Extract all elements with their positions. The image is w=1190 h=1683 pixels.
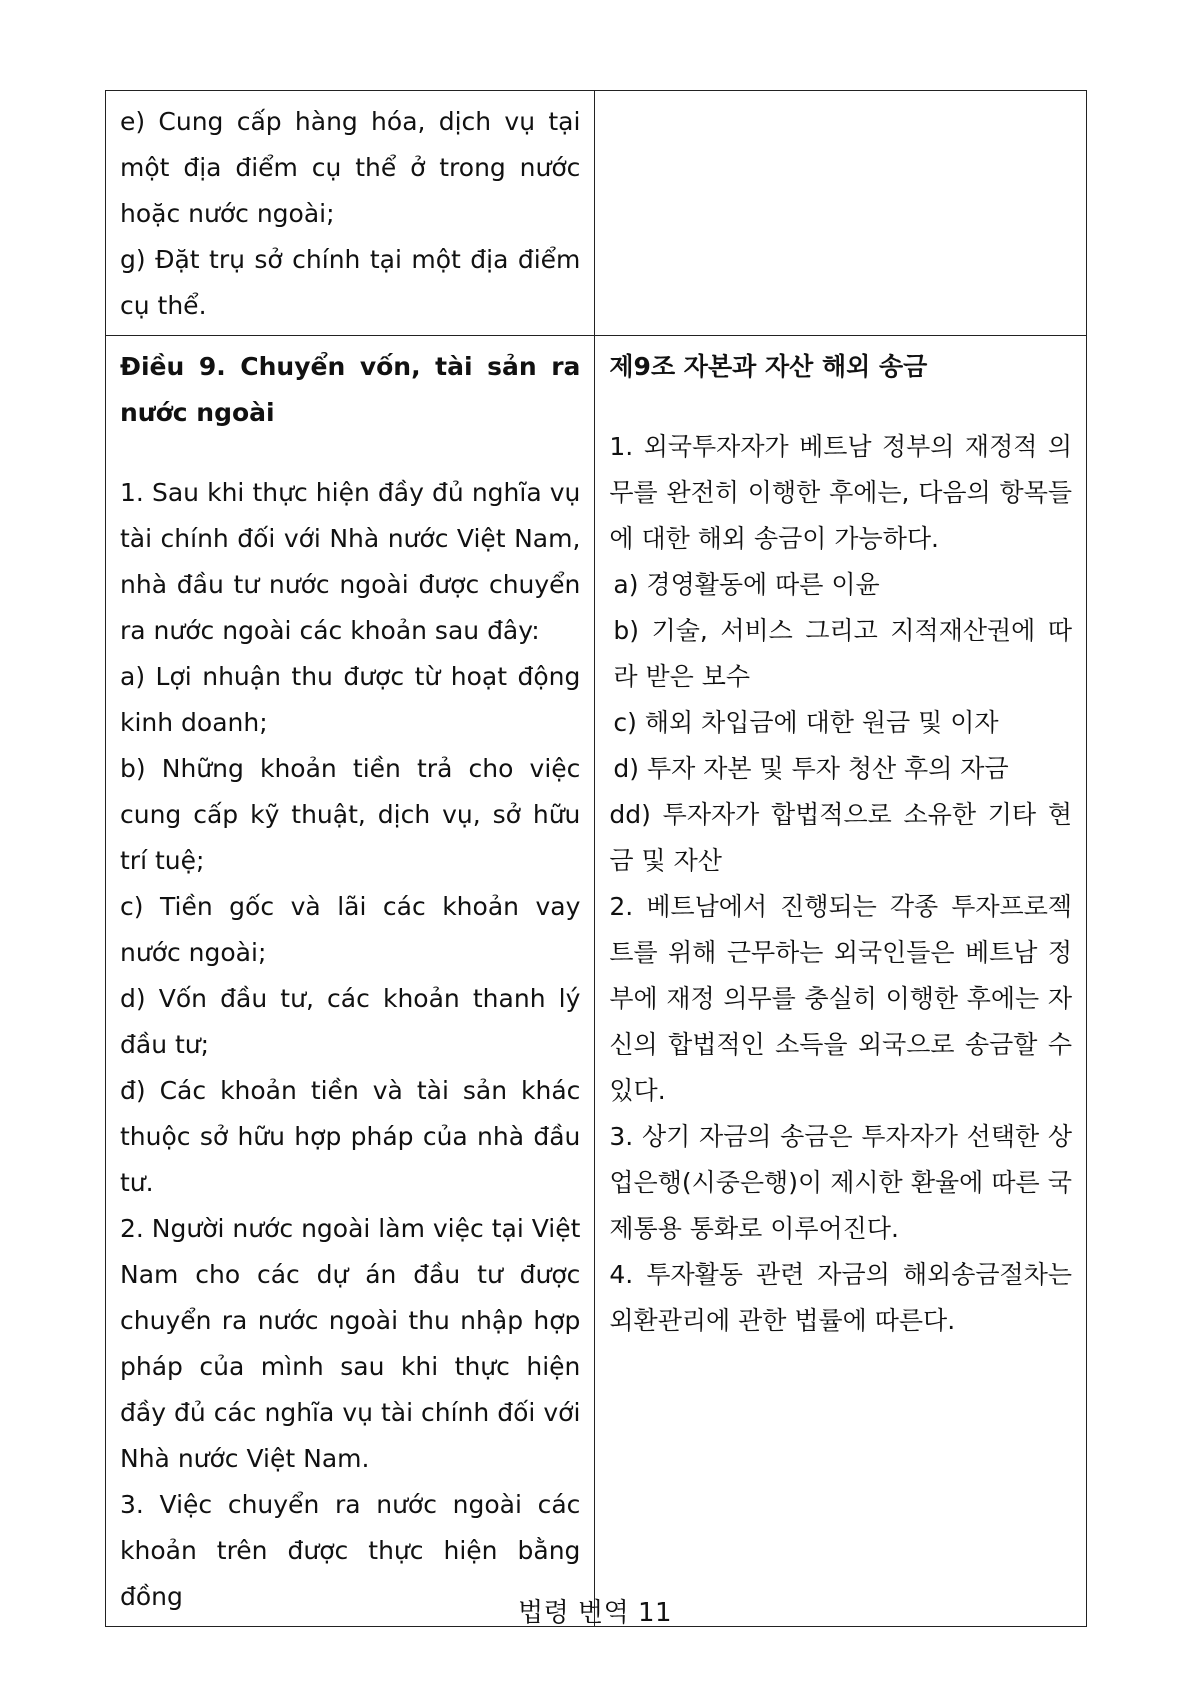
vi-paragraph: e) Cung cấp hàng hóa, dịch vụ tại một địa điểm cụ thể ở trong nước hoặc nước ngoài; <box>120 107 581 228</box>
article-heading-ko: 제9조 자본과 자산 해외 송금 <box>609 352 928 381</box>
ko-paragraph: 4. 투자활동 관련 자금의 해외송금절차는 외환관리에 관한 법률에 따른다. <box>609 1260 1072 1335</box>
ko-paragraph: dd) 투자자가 합법적으로 소유한 기타 현금 및 자산 <box>609 800 1072 875</box>
vi-paragraph: 2. Người nước ngoài làm việc tại Việt Nam cho các dự án đầu tư được chuyển ra nước ngoài thu nhập hợp pháp của mình sau khi thực hiện đầy đủ các nghĩa vụ tài chính đối với Nhà nước Việt Nam. <box>120 1214 581 1473</box>
korean-cell <box>595 336 1087 1627</box>
vi-paragraph: c) Tiền gốc và lãi các khoản vay nước ngoài; <box>120 892 581 967</box>
ko-paragraph: 1. 외국투자자가 베트남 정부의 재정적 의무를 완전히 이행한 후에는, 다음의 항목들에 대한 해외 송금이 가능하다. <box>609 432 1072 553</box>
vi-paragraph: 1. Sau khi thực hiện đầy đủ nghĩa vụ tài chính đối với Nhà nước Việt Nam, nhà đầu tư nước ngoài được chuyển ra nước ngoài các khoản sau đây: <box>120 478 581 645</box>
table-row <box>106 336 1087 1627</box>
ko-paragraph: c) 해외 차입금에 대한 원금 및 이자 <box>613 708 999 737</box>
ko-paragraph: 2. 베트남에서 진행되는 각종 투자프로젝트를 위해 근무하는 외국인들은 베트남 정부에 재정 의무를 충실히 이행한 후에는 자신의 합법적인 소득을 외국으로 송금할 수 있다. <box>609 892 1072 1105</box>
article-heading-vi: Điều 9. Chuyển vốn, tài sản ra nước ngoài <box>120 352 581 427</box>
table-row <box>106 91 1087 336</box>
vi-paragraph: 3. Việc chuyển ra nước ngoài các khoản trên được thực hiện bằng đồng <box>120 1490 581 1611</box>
page-footer: 법령 번역 11 <box>517 1598 673 1628</box>
vi-paragraph: d) Vốn đầu tư, các khoản thanh lý đầu tư; <box>120 984 581 1059</box>
vi-paragraph: g) Đặt trụ sở chính tại một địa điểm cụ thể. <box>120 245 581 320</box>
ko-paragraph: d) 투자 자본 및 투자 청산 후의 자금 <box>613 754 1009 783</box>
ko-paragraph: 3. 상기 자금의 송금은 투자자가 선택한 상업은행(시중은행)이 제시한 환율에 따른 국제통용 통화로 이루어진다. <box>609 1122 1072 1243</box>
ko-paragraph: b) 기술, 서비스 그리고 지적재산권에 따라 받은 보수 <box>613 616 1072 691</box>
ko-paragraph: a) 경영활동에 따른 이윤 <box>613 570 880 599</box>
vi-paragraph: b) Những khoản tiền trả cho việc cung cấp kỹ thuật, dịch vụ, sở hữu trí tuệ; <box>120 754 581 875</box>
vietnamese-cell <box>106 91 595 336</box>
korean-cell-empty <box>595 91 1087 336</box>
vi-paragraph: a) Lợi nhuận thu được từ hoạt động kinh doanh; <box>120 662 581 737</box>
bilingual-law-table <box>105 90 1087 1627</box>
vietnamese-cell <box>106 336 595 1627</box>
vi-paragraph: đ) Các khoản tiền và tài sản khác thuộc sở hữu hợp pháp của nhà đầu tư. <box>120 1076 581 1197</box>
